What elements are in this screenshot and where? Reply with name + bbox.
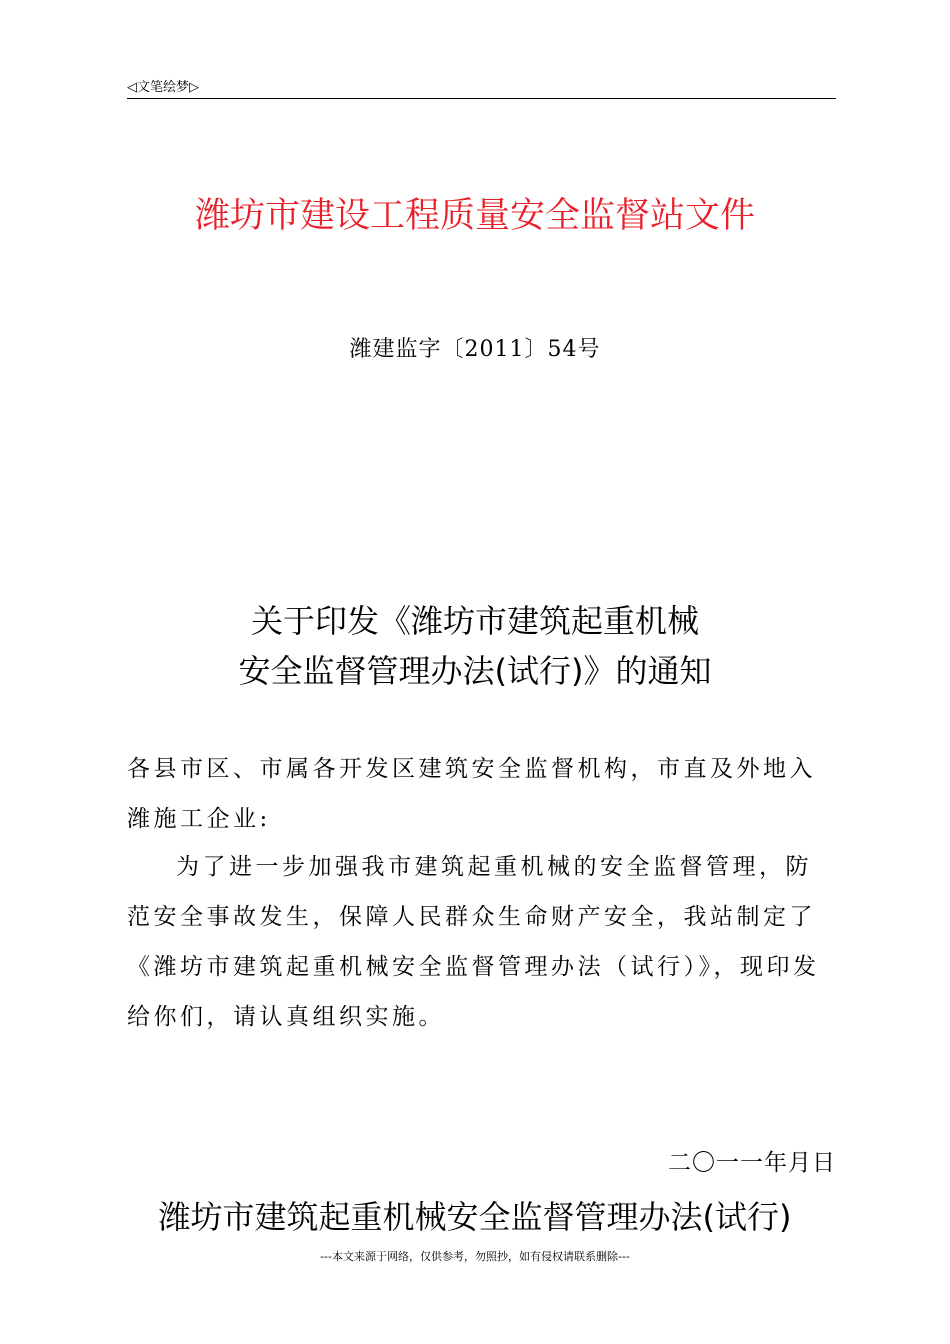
- body-paragraph: 为了进一步加强我市建筑起重机械的安全监督管理，防范安全事故发生，保障人民群众生命财产安全，我站制定了《潍坊市建筑起重机械安全监督管理办法（试行）》，现印发给你们，请认真组织实施。: [127, 854, 820, 1030]
- document-number: 潍建监字〔2011〕54号: [349, 337, 601, 362]
- salutation-paragraph: 各县市区、市属各开发区建筑安全监督机构，市直及外地入潍施工企业:: [127, 756, 816, 832]
- document-title: 潍坊市建设工程质量安全监督站文件: [194, 196, 755, 236]
- notice-title-line-2: 安全监督管理办法(试行)》的通知: [238, 652, 712, 690]
- header-brand: ◁文笔绘梦▷: [127, 80, 199, 95]
- regulation-title: 潍坊市建筑起重机械安全监督管理办法(试行): [158, 1198, 792, 1236]
- notice-title-line-1: 关于印发《潍坊市建筑起重机械: [250, 602, 699, 640]
- page-header: [127, 74, 836, 99]
- notice-title: [0, 596, 950, 696]
- issue-date: 二〇一一年月日: [668, 1150, 836, 1176]
- footer-disclaimer: ---本文来源于网络，仅供参考，勿照抄，如有侵权请联系删除---: [320, 1250, 630, 1263]
